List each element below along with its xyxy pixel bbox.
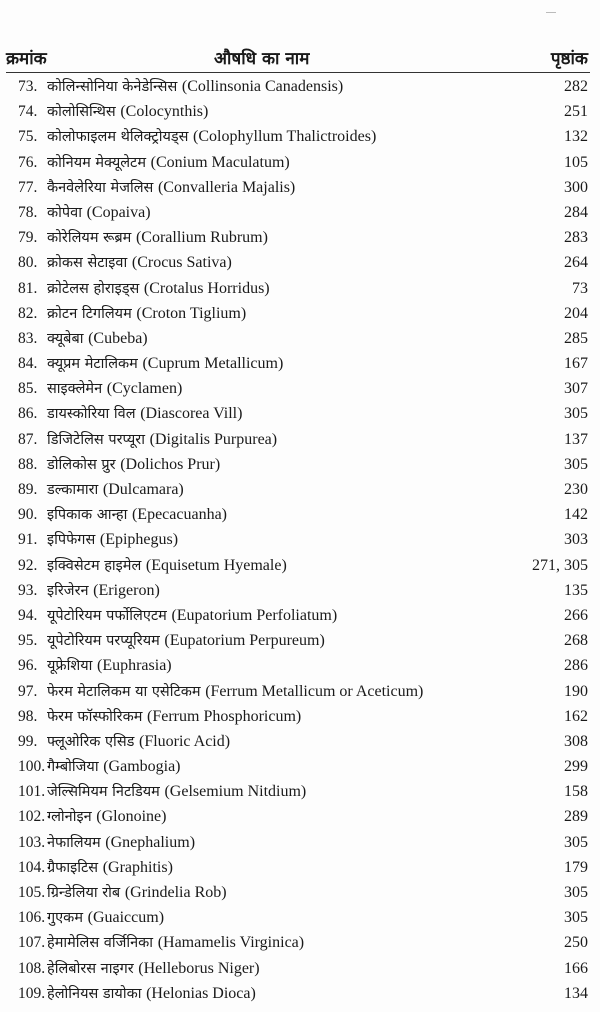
entry-page-number: 271, 305	[532, 556, 588, 574]
entry-name	[47, 578, 160, 604]
entry-latin-name: (Graphitis)	[102, 858, 173, 876]
index-entry	[0, 477, 600, 502]
entry-page-number: 73	[572, 279, 588, 297]
entry-page-number: 305	[564, 909, 588, 927]
entry-hindi-name: डायस्कोरिया विल	[47, 406, 136, 423]
entry-page-number: 134	[564, 984, 588, 1002]
index-entry	[0, 124, 600, 149]
entry-hindi-name: साइक्लेमेन	[47, 381, 103, 398]
index-entry	[0, 452, 600, 477]
entry-name	[47, 74, 343, 100]
entry-number: 82.	[18, 304, 38, 322]
index-entry	[0, 200, 600, 225]
entry-name	[47, 376, 182, 402]
entry-number: 100.	[18, 758, 46, 776]
entry-hindi-name: हेलोनियस डायोका	[47, 985, 142, 1002]
entry-number: 91.	[18, 531, 38, 549]
entry-hindi-name: नेफालियम	[47, 834, 101, 851]
entry-hindi-name: क्यूप्रम मेटालिकम	[47, 356, 138, 373]
entry-name	[47, 804, 166, 830]
entry-number: 108.	[18, 959, 46, 977]
entry-number: 87.	[18, 430, 38, 448]
entry-name	[47, 704, 301, 730]
entry-name	[47, 981, 256, 1007]
index-entry	[0, 905, 600, 930]
entry-page-number: 162	[564, 707, 588, 725]
entry-name	[47, 401, 242, 427]
entry-latin-name: (Collinsonia Canadensis)	[181, 78, 344, 95]
index-entry	[0, 150, 600, 175]
entry-page-number: 230	[564, 481, 588, 498]
entry-page-number: 284	[564, 203, 588, 221]
index-entry	[0, 603, 600, 628]
entry-name	[47, 779, 306, 805]
entry-page-number: 179	[564, 858, 588, 876]
index-entry	[0, 250, 600, 275]
entry-hindi-name: ग्लोनोइन	[47, 809, 92, 826]
entry-number: 73.	[18, 78, 38, 95]
entry-latin-name: (Convalleria Majalis)	[157, 178, 296, 196]
index-entry	[0, 74, 600, 99]
index-entry	[0, 175, 600, 200]
index-entry	[0, 779, 600, 804]
entry-page-number: 190	[564, 682, 588, 700]
entry-number: 104.	[18, 858, 46, 876]
entry-name	[47, 150, 290, 176]
entry-page-number: 285	[564, 329, 588, 347]
entry-hindi-name: डोलिकोस प्रुर	[47, 456, 116, 473]
index-entry	[0, 704, 600, 729]
entry-number: 88.	[18, 455, 38, 473]
entry-number: 97.	[18, 682, 38, 700]
entry-hindi-name: इक्विसेटम हाइमेल	[47, 557, 142, 574]
entry-latin-name: (Conium Maculatum)	[150, 153, 290, 171]
index-entry	[0, 351, 600, 376]
entry-name	[47, 956, 260, 982]
index-entry	[0, 729, 600, 754]
entry-page-number: 137	[564, 430, 588, 448]
entry-number: 109.	[18, 984, 46, 1002]
index-entry	[0, 930, 600, 955]
entry-number: 90.	[18, 506, 38, 524]
entry-latin-name: (Gambogia)	[103, 758, 181, 776]
entry-latin-name: (Corallium Rubrum)	[135, 229, 268, 247]
entry-page-number: 286	[564, 657, 588, 675]
entry-name	[47, 653, 172, 679]
index-entry	[0, 99, 600, 124]
entry-page-number: 132	[564, 128, 588, 146]
index-entry	[0, 981, 600, 1006]
entry-latin-name: (Copaiva)	[86, 203, 151, 221]
entry-latin-name: (Cubeba)	[88, 329, 148, 347]
entry-hindi-name: फेरम फॉस्फोरिकम	[47, 708, 143, 725]
scan-mark	[546, 12, 556, 16]
entry-page-number: 135	[564, 581, 588, 599]
entry-page-number: 308	[564, 732, 588, 750]
entry-hindi-name: यूपेटोरियम परप्यूरियम	[47, 633, 160, 650]
entry-page-number: 305	[564, 455, 588, 473]
entry-latin-name: (Gelsemium Nitdium)	[164, 783, 307, 801]
entry-number: 74.	[18, 103, 38, 121]
index-entry	[0, 880, 600, 905]
entry-latin-name: (Eupatorium Perfoliatum)	[171, 606, 338, 624]
entry-name	[47, 477, 184, 503]
entry-hindi-name: गुएकम	[47, 910, 83, 927]
entry-latin-name: (Equisetum Hyemale)	[145, 556, 287, 574]
entry-latin-name: (Colocynthis)	[120, 103, 209, 121]
entry-page-number: 204	[564, 304, 588, 322]
index-entry	[0, 301, 600, 326]
entry-name	[47, 99, 208, 125]
entry-hindi-name: कोरेलियम रूब्रम	[47, 230, 132, 247]
entry-name	[47, 754, 181, 780]
entry-name	[47, 427, 277, 453]
entry-hindi-name: यूपेटोरियम पर्फोलिएटम	[47, 607, 167, 624]
entry-hindi-name: यूफ्रेशिया	[47, 658, 93, 675]
entry-latin-name: (Cuprum Metallicum)	[142, 355, 284, 373]
entry-name	[47, 527, 178, 553]
entry-name	[47, 729, 230, 755]
entry-hindi-name: हेमामेलिस वर्जिनिका	[47, 935, 154, 952]
entry-hindi-name: कैनवेलेरिया मेजलिस	[47, 179, 154, 196]
index-entry	[0, 754, 600, 779]
entry-number: 76.	[18, 153, 38, 171]
entry-latin-name: (Guaiccum)	[87, 909, 165, 927]
entry-latin-name: (Helleborus Niger)	[138, 959, 260, 977]
index-entry	[0, 427, 600, 452]
entry-number: 96.	[18, 657, 38, 675]
entry-page-number: 289	[564, 808, 588, 826]
entry-hindi-name: ग्रिन्डेलिया रोब	[47, 885, 121, 901]
index-entry	[0, 326, 600, 351]
index-entry	[0, 527, 600, 552]
entry-latin-name: (Fluoric Acid)	[138, 732, 231, 750]
entry-number: 93.	[18, 581, 38, 599]
index-entry	[0, 804, 600, 829]
entry-page-number: 282	[564, 78, 588, 95]
entry-number: 101.	[18, 783, 46, 801]
entry-page-number: 300	[564, 178, 588, 196]
entry-number: 79.	[18, 229, 38, 247]
index-list	[0, 74, 600, 1006]
entry-page-number: 307	[564, 380, 588, 398]
entry-name	[47, 553, 287, 579]
entry-hindi-name: इपिफेगस	[47, 532, 96, 549]
entry-page-number: 166	[564, 959, 588, 977]
index-entry	[0, 553, 600, 578]
entry-page-number: 264	[564, 254, 588, 272]
index-entry	[0, 376, 600, 401]
entry-hindi-name: कोलोफाइलम थेलिक्ट्रोयड्स	[47, 129, 189, 146]
entry-number: 83.	[18, 329, 38, 347]
entry-hindi-name: क्यूबेबा	[47, 330, 84, 347]
entry-hindi-name: डिजिटेलिस परप्यूरा	[47, 431, 145, 448]
entry-latin-name: (Euphrasia)	[96, 657, 172, 675]
entry-name	[47, 855, 173, 881]
entry-name	[47, 502, 227, 528]
entry-latin-name: (Diascorea Vill)	[140, 405, 243, 423]
entry-number: 103.	[18, 833, 46, 851]
entry-name	[47, 326, 148, 352]
medicine-name-column-heading: औषधि का नाम	[214, 49, 310, 69]
entry-latin-name: (Croton Tiglium)	[136, 304, 247, 322]
index-entry	[0, 628, 600, 653]
index-entry	[0, 276, 600, 301]
entry-name	[47, 603, 337, 629]
index-entry	[0, 956, 600, 981]
entry-page-number: 305	[564, 833, 588, 851]
index-entry	[0, 830, 600, 855]
entry-number: 98.	[18, 707, 38, 725]
entry-number: 85.	[18, 380, 38, 398]
entry-name	[47, 830, 195, 856]
index-entry	[0, 855, 600, 880]
entry-latin-name: (Epiphegus)	[99, 531, 179, 549]
entry-latin-name: (Crocus Sativa)	[131, 254, 232, 272]
entry-number: 86.	[18, 405, 38, 423]
entry-latin-name: (Eupatorium Perpureum)	[164, 632, 325, 650]
entry-number: 107.	[18, 934, 46, 952]
entry-name	[47, 452, 220, 478]
entry-number: 81.	[18, 279, 38, 297]
entry-page-number: 251	[564, 103, 588, 121]
entry-latin-name: (Dolichos Prur)	[120, 455, 221, 473]
entry-hindi-name: हेलिबोरस नाइगर	[47, 960, 134, 977]
entry-hindi-name: कोनियम मेक्यूलेटम	[47, 154, 147, 171]
entry-page-number: 266	[564, 606, 588, 624]
entry-latin-name: (Ferrum Metallicum or Aceticum)	[205, 682, 424, 700]
entry-name	[47, 225, 268, 251]
entry-hindi-name: फेरम मेटालिकम या एसेटिकम	[47, 683, 201, 700]
entry-hindi-name: कोलोसिन्थिस	[47, 104, 116, 121]
entry-hindi-name: क्रोटेलस होराइड्स	[47, 280, 140, 297]
entry-page-number: 299	[564, 758, 588, 776]
index-entry	[0, 401, 600, 426]
entry-latin-name: (Helonias Dioca)	[146, 984, 256, 1002]
entry-name	[47, 351, 283, 377]
entry-page-number: 158	[564, 783, 588, 801]
entry-name	[47, 124, 376, 150]
entry-page-number: 283	[564, 229, 588, 247]
entry-hindi-name: ग्रैफाइटिस	[47, 859, 99, 876]
entry-number: 78.	[18, 203, 38, 221]
entry-name	[47, 930, 304, 956]
entry-latin-name: (Ferrum Phosphoricum)	[147, 707, 302, 725]
entry-hindi-name: कोपेवा	[47, 204, 82, 221]
entry-name	[47, 628, 325, 654]
index-entry	[0, 653, 600, 678]
entry-number: 89.	[18, 481, 38, 498]
entry-latin-name: (Gnephalium)	[105, 833, 196, 851]
entry-number: 94.	[18, 606, 38, 624]
entry-hindi-name: इरिजेरन	[47, 582, 89, 599]
entry-latin-name: (Crotalus Horridus)	[143, 279, 270, 297]
entry-latin-name: (Glonoine)	[96, 808, 167, 826]
entry-page-number: 268	[564, 632, 588, 650]
entry-hindi-name: जेल्सिमियम निटडियम	[47, 784, 160, 801]
entry-name	[47, 200, 151, 226]
entry-latin-name: (Digitalis Purpurea)	[149, 430, 278, 448]
entry-number: 75.	[18, 128, 38, 146]
index-entry	[0, 578, 600, 603]
entry-number: 105.	[18, 884, 46, 901]
entry-page-number: 305	[564, 884, 588, 901]
entry-name	[47, 301, 246, 327]
entry-number: 80.	[18, 254, 38, 272]
entry-name	[47, 880, 227, 906]
entry-name	[47, 250, 232, 276]
entry-name	[47, 175, 295, 201]
index-entry	[0, 502, 600, 527]
entry-number: 106.	[18, 909, 46, 927]
entry-latin-name: (Colophyllum Thalictroides)	[193, 128, 377, 146]
entry-hindi-name: गैम्बोजिया	[47, 759, 99, 776]
entry-latin-name: (Grindelia Rob)	[124, 884, 227, 901]
entry-latin-name: (Cyclamen)	[106, 380, 183, 398]
index-header	[0, 40, 600, 74]
entry-number: 77.	[18, 178, 38, 196]
entry-name	[47, 276, 270, 302]
entry-number: 102.	[18, 808, 46, 826]
index-entry	[0, 225, 600, 250]
entry-latin-name: (Epecacuanha)	[131, 506, 228, 524]
entry-hindi-name: फ्लूओरिक एसिड	[47, 733, 135, 750]
serial-column-heading: क्रमांक	[6, 49, 47, 69]
entry-name	[47, 905, 164, 931]
entry-hindi-name: क्रोटन टिगलियम	[47, 305, 132, 322]
entry-hindi-name: इपिकाक आन्हा	[47, 507, 128, 524]
entry-page-number: 303	[564, 531, 588, 549]
entry-hindi-name: क्रोकस सेटाइवा	[47, 255, 128, 272]
entry-number: 92.	[18, 556, 38, 574]
entry-number: 95.	[18, 632, 38, 650]
entry-name	[47, 679, 423, 705]
entry-page-number: 250	[564, 934, 588, 952]
entry-page-number: 105	[564, 153, 588, 171]
entry-number: 99.	[18, 732, 38, 750]
entry-hindi-name: कोलिन्सोनिया केनेडेन्सिस	[47, 79, 178, 95]
entry-hindi-name: डल्कामारा	[47, 482, 99, 498]
entry-number: 84.	[18, 355, 38, 373]
entry-latin-name: (Erigeron)	[93, 581, 160, 599]
header-divider	[6, 72, 590, 73]
index-entry	[0, 679, 600, 704]
page-number-column-heading: पृष्ठांक	[550, 49, 588, 69]
entry-page-number: 305	[564, 405, 588, 423]
entry-latin-name: (Dulcamara)	[102, 481, 184, 498]
entry-page-number: 142	[564, 506, 588, 524]
entry-latin-name: (Hamamelis Virginica)	[157, 934, 305, 952]
entry-page-number: 167	[564, 355, 588, 373]
